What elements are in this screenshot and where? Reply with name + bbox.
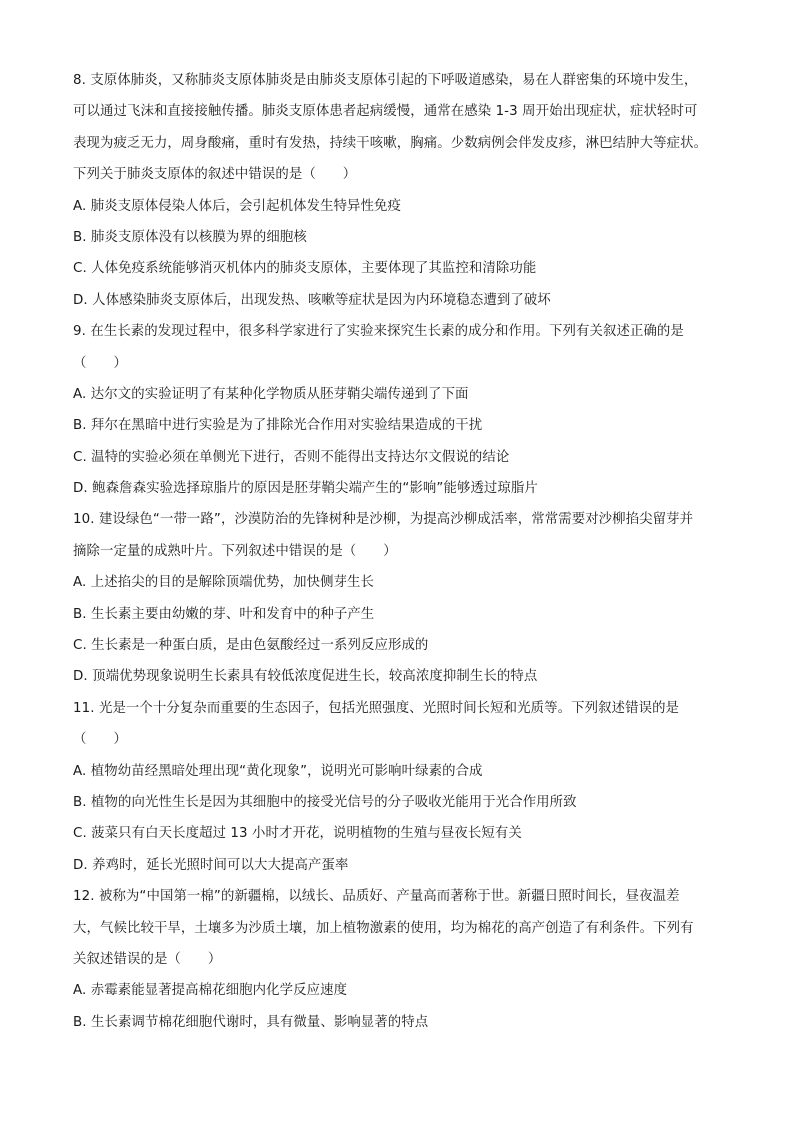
question-11-option-d: D. 养鸡时，延长光照时间可以大大提高产蛋率 — [73, 857, 349, 873]
question-9-option-a: A. 达尔文的实验证明了有某种化学物质从胚芽鞘尖端传递到了下面 — [73, 386, 469, 402]
question-11-option-b: B. 植物的向光性生长是因为其细胞中的接受光信号的分子吸收光能用于光合作用所致 — [73, 794, 577, 810]
question-12-stem-line-3: 关叙述错误的是（ ） — [73, 951, 222, 967]
question-8-option-c: C. 人体免疫系统能够消灭机体内的肺炎支原体，主要体现了其监控和清除功能 — [73, 261, 537, 277]
question-8-stem-line-3: 表现为疲乏无力，周身酸痛，重时有发热，持续干咳嗽，胸痛。少数病例会伴发皮疹，淋巴结肿大等症状。 — [73, 135, 708, 151]
question-10-stem-line-1: 10. 建设绿色“一带一路”，沙漠防治的先锋树种是沙柳，为提高沙柳成活率，常常需要对沙柳掐尖留芽并 — [73, 512, 694, 528]
question-8-option-b: B. 肺炎支原体没有以核膜为界的细胞核 — [73, 229, 307, 245]
question-11-option-c: C. 菠菜只有白天长度超过 13 小时才开花，说明植物的生殖与昼夜长短有关 — [73, 826, 522, 842]
question-11-option-a: A. 植物幼苗经黑暗处理出现“黄化现象”，说明光可影响叶绿素的合成 — [73, 763, 483, 779]
question-10-option-c: C. 生长素是一种蛋白质，是由色氨酸经过一系列反应形成的 — [73, 638, 429, 654]
question-8-stem-line-2: 可以通过飞沫和直接接触传播。肺炎支原体患者起病缓慢，通常在感染 1-3 周开始出现症状，症状轻时可 — [73, 104, 698, 120]
question-11-stem-line-1: 11. 光是一个十分复杂而重要的生态因子，包括光照强度、光照时间长短和光质等。下列叙述错误的是 — [73, 700, 680, 716]
question-11 — [73, 693, 743, 881]
question-10-stem-line-2: 摘除一定量的成熟叶片。下列叙述中错误的是（ ） — [73, 543, 397, 559]
question-12 — [73, 881, 743, 1038]
question-8 — [73, 65, 743, 316]
question-8-stem-line-1: 8. 支原体肺炎，又称肺炎支原体肺炎是由肺炎支原体引起的下呼吸道感染，易在人群密集的环境中发生， — [73, 73, 698, 88]
question-10-option-d: D. 顶端优势现象说明生长素具有较低浓度促进生长，较高浓度抑制生长的特点 — [73, 669, 538, 685]
question-12-stem-line-2: 大，气候比较干旱，土壤多为沙质土壤，加上植物激素的使用，均为棉花的高产创造了有利条件。下列有 — [73, 920, 694, 936]
question-9 — [73, 316, 743, 504]
question-11-stem-line-2: （ ） — [73, 732, 127, 748]
question-8-stem-line-4: 下列关于肺炎支原体的叙述中错误的是（ ） — [73, 167, 357, 183]
question-12-stem-line-1: 12. 被称为“中国第一棉”的新疆棉，以绒长、品质好、产量高而著称于世。新疆日照时间长，昼夜温差 — [73, 889, 680, 905]
question-9-stem-line-1: 9. 在生长素的发现过程中，很多科学家进行了实验来探究生长素的成分和作用。下列有关叙述正确的是 — [73, 324, 684, 340]
question-8-option-a: A. 肺炎支原体侵染人体后，会引起机体发生特异性免疫 — [73, 198, 402, 214]
question-12-option-a: A. 赤霉素能显著提高棉花细胞内化学反应速度 — [73, 983, 348, 999]
question-10-option-a: A. 上述掐尖的目的是解除顶端优势，加快侧芽生长 — [73, 575, 375, 591]
question-12-option-b: B. 生长素调节棉花细胞代谢时，具有微量、影响显著的特点 — [73, 1014, 429, 1030]
question-9-option-c: C. 温特的实验必须在单侧光下进行，否则不能得出支持达尔文假说的结论 — [73, 449, 510, 465]
question-10-option-b: B. 生长素主要由幼嫩的芽、叶和发育中的种子产生 — [73, 606, 375, 622]
question-8-option-d: D. 人体感染肺炎支原体后，出现发热、咳嗽等症状是因为内环境稳态遭到了破坏 — [73, 292, 551, 308]
question-9-stem-line-2: （ ） — [73, 355, 127, 371]
question-list — [73, 65, 743, 1038]
question-10 — [73, 504, 743, 692]
question-9-option-b: B. 拜尔在黑暗中进行实验是为了排除光合作用对实验结果造成的干扰 — [73, 418, 483, 434]
question-9-option-d: D. 鲍森詹森实验选择琼脂片的原因是胚芽鞘尖端产生的“影响”能够透过琼脂片 — [73, 481, 538, 497]
